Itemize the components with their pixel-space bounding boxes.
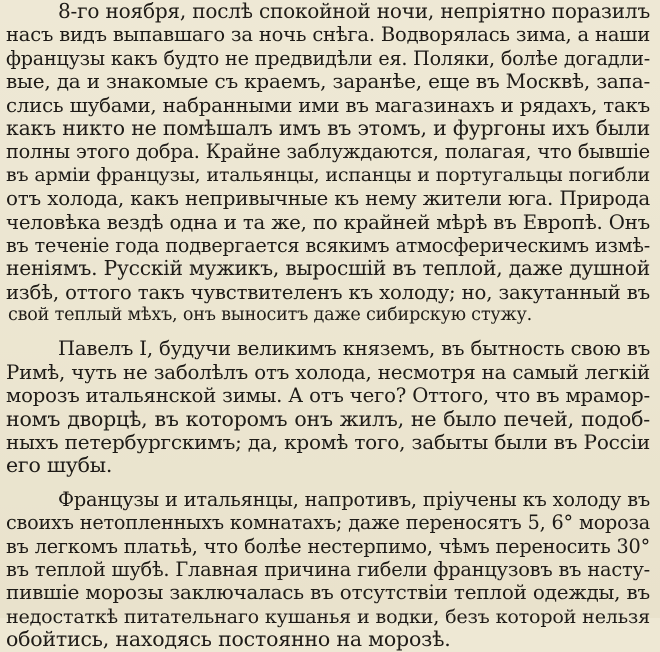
text-line: своихъ нетопленныхъ комнатахъ; даже переносятъ 5, 6° мороза: [6, 511, 650, 535]
text-line: отъ холода, какъ непривычные къ нему жители юга. Природа: [6, 187, 650, 211]
paragraph-2: [6, 337, 650, 477]
text-line: недостаткѣ питательнаго кушанья и водки, безъ которой нельзя: [6, 604, 650, 628]
page-text: [6, 0, 650, 652]
text-line: пившіе морозы заключалась въ отсутствіи теплой одежды, въ: [6, 581, 650, 605]
text-line: обойтись, находясь постоянно на морозѣ.: [6, 627, 451, 652]
paragraph-1: [6, 0, 650, 327]
paragraph-3: [6, 488, 650, 652]
text-line: Павелъ I, будучи великимъ княземъ, въ бытность свою въ: [58, 337, 650, 361]
text-line: въ легкомъ платьѣ, что болѣе нестерпимо, чѣмъ переносить 30°: [6, 534, 650, 558]
text-line: его шубы.: [6, 453, 113, 478]
text-line: неніямъ. Русскій мужикъ, выросшій въ теплой, даже душной: [6, 256, 650, 281]
text-line: свой теплый мѣхъ, онъ выноситъ даже сибирскую стужу.: [7, 305, 532, 326]
text-line: въ теченіе года подвергается всякимъ атмосферическимъ измѣ-: [6, 233, 650, 257]
text-line: французы какъ будто не предвидѣли ея. Поляки, болѣе догадли-: [6, 46, 650, 70]
text-line: избѣ, оттого такъ чувствителенъ къ холоду; но, закутанный въ: [6, 280, 650, 304]
text-line: слись шубами, набранными ими въ магазинахъ и рядахъ, такъ: [6, 93, 650, 117]
text-line: въ теплой шубѣ. Главная причина гибели французовъ въ насту-: [6, 557, 650, 581]
text-line: полны этого добра. Крайне заблуждаются, полагая, что бывшіе: [6, 140, 650, 164]
text-line: вые, да и знакомые съ краемъ, заранѣе, еще въ Москвѣ, запа-: [6, 69, 650, 94]
text-line: насъ видъ выпавшаго за ночь снѣга. Водворялась зима, а наши: [6, 23, 650, 47]
text-line: морозъ итальянской зимы. А отъ чего? Оттого, что въ мрамор-: [6, 384, 650, 408]
text-line: Римѣ, чуть не заболѣлъ отъ холода, несмотря на самый легкій: [6, 360, 650, 384]
text-line: человѣка вездѣ одна и та же, по крайней мѣрѣ въ Европѣ. Онъ: [6, 210, 650, 234]
text-line: 8-го ноября, послѣ спокойной ночи, непріятно поразилъ: [58, 0, 650, 23]
text-line: номъ дворцѣ, въ которомъ онъ жилъ, не было печей, подоб-: [6, 406, 650, 431]
text-line: какъ никто не помѣшалъ имъ въ этомъ, и фургоны ихъ были: [6, 115, 650, 140]
text-line: ныхъ петербургскимъ; да, кромѣ того, забыты были въ Россіи: [6, 430, 650, 455]
text-line: въ арміи французы, итальянцы, испанцы и португальцы погибли: [6, 163, 650, 186]
text-line: Французы и итальянцы, напротивъ, пріучены къ холоду въ: [58, 487, 650, 511]
